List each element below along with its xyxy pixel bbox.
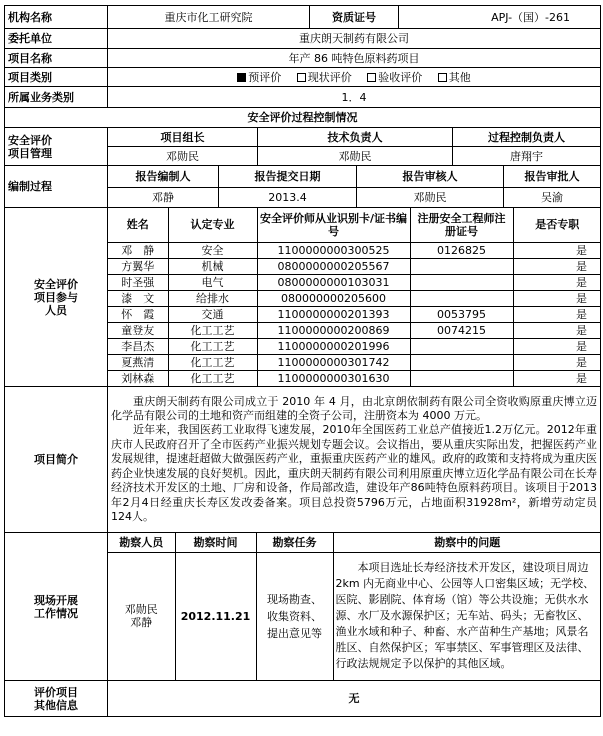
submit-date-header: 报告提交日期 (219, 166, 357, 188)
member-fulltime: 是 (513, 274, 601, 290)
approver-value: 吴渝 (504, 188, 601, 208)
member-fulltime: 是 (513, 306, 601, 322)
table-row (108, 354, 601, 370)
member-fulltime: 是 (513, 322, 601, 338)
col-header-reg: 注册安全工程师注册证号 (410, 208, 513, 242)
member-name: 时圣强 (108, 274, 168, 290)
member-card: 1100000000201393 (257, 306, 410, 322)
member-major: 交通 (168, 306, 257, 322)
member-reg: 0126825 (410, 242, 513, 258)
table-row (108, 274, 601, 290)
table-row (108, 258, 601, 274)
members-cell (108, 208, 601, 387)
survey-problem: 本项目选址长寿经济技术开发区，建设项目周边 2km 内无商业中心、公园等人口密集区域；无学校、医院、影剧院、体育场（馆）等公共设施；无供水水源、水厂及水源保护区；无车站、码头；无畜牧区、渔业水域和种子、种畜、水产苗种生产基地；风景名胜区、自然保护区；军事禁区、军事管理区及法律、行政法规规定予以保护的其他区域。 (333, 552, 601, 680)
member-reg (410, 338, 513, 354)
tech-lead-header: 技术负责人 (258, 128, 453, 147)
other-info-label: 评价项目 其他信息 (5, 681, 108, 717)
survey-staff: 邓勋民 邓静 (108, 552, 175, 680)
survey-task: 现场勘查、 收集资料、 提出意见等 (256, 552, 333, 680)
process-lead-header: 过程控制负责人 (453, 128, 601, 147)
col-header-task: 勘察任务 (256, 533, 333, 552)
member-name: 刘林森 (108, 370, 168, 386)
member-fulltime: 是 (513, 242, 601, 258)
col-header-problem: 勘察中的问题 (333, 533, 601, 552)
member-fulltime: 是 (513, 258, 601, 274)
member-name: 邓 静 (108, 242, 168, 258)
member-card: 080000000205600 (257, 290, 410, 306)
org-name-label: 机构名称 (5, 6, 108, 29)
member-fulltime: 是 (513, 290, 601, 306)
member-reg (410, 290, 513, 306)
table-row (108, 242, 601, 258)
process-lead-value: 唐翔宇 (453, 147, 601, 166)
col-header-date: 勘察时间 (175, 533, 256, 552)
survey-label: 现场开展 工作情况 (5, 533, 108, 681)
member-name: 李昌杰 (108, 338, 168, 354)
member-major: 化工工艺 (168, 370, 257, 386)
member-major: 机械 (168, 258, 257, 274)
col-header-fulltime: 是否专职 (513, 208, 601, 242)
members-table (108, 208, 601, 386)
table-row (108, 290, 601, 306)
org-name-value: 重庆市化工研究院 (108, 6, 310, 29)
industry-label: 所属业务类别 (5, 87, 108, 108)
member-card: 0800000000205567 (257, 258, 410, 274)
member-reg (410, 258, 513, 274)
table-row (108, 322, 601, 338)
reviewer-value: 邓勋民 (357, 188, 504, 208)
project-name-value: 年产 86 吨特色原料药项目 (108, 49, 601, 68)
approver-header: 报告审批人 (504, 166, 601, 188)
compiler-header: 报告编制人 (108, 166, 219, 188)
checkbox-icon (438, 73, 447, 82)
member-name: 童登友 (108, 322, 168, 338)
type-option-pre[interactable]: 预评价 (237, 71, 281, 84)
submit-date-value: 2013.4 (219, 188, 357, 208)
member-major: 电气 (168, 274, 257, 290)
member-reg (410, 274, 513, 290)
member-fulltime: 是 (513, 370, 601, 386)
evaluation-info-table (4, 5, 601, 717)
compiler-value: 邓静 (108, 188, 219, 208)
col-header-name: 姓名 (108, 208, 168, 242)
member-card: 1100000000200869 (257, 322, 410, 338)
member-major: 化工工艺 (168, 338, 257, 354)
member-reg (410, 370, 513, 386)
member-name: 方翼华 (108, 258, 168, 274)
checkbox-icon (297, 73, 306, 82)
intro-paragraph: 重庆朗天制药有限公司成立于 2010 年 4 月，由北京朗依制药有限公司全资收购原重庆博立迈化学品有限公司的土地和资产而组建的全资子公司，注册资本为 4000 万元。 (111, 394, 598, 423)
management-label: 安全评价 项目管理 (5, 128, 108, 166)
project-type-label: 项目类别 (5, 68, 108, 87)
member-major: 化工工艺 (168, 322, 257, 338)
table-row (108, 338, 601, 354)
member-reg (410, 354, 513, 370)
section-title: 安全评价过程控制情况 (5, 108, 601, 128)
team-leader-value: 邓勋民 (108, 147, 258, 166)
member-major: 给排水 (168, 290, 257, 306)
member-card: 1100000000300525 (257, 242, 410, 258)
project-type-options (108, 68, 601, 87)
col-header-card: 安全评价师从业识别卡/证书编号 (257, 208, 410, 242)
cert-label: 资质证号 (310, 6, 399, 29)
tech-lead-value: 邓勋民 (258, 147, 453, 166)
cert-value: APJ-（国）-261 (399, 6, 601, 29)
type-option-current[interactable]: 现状评价 (297, 71, 352, 84)
other-info-value: 无 (108, 681, 601, 717)
survey-cell (108, 533, 601, 681)
client-label: 委托单位 (5, 29, 108, 49)
survey-date: 2012.11.21 (175, 552, 256, 680)
type-option-other[interactable]: 其他 (438, 71, 471, 84)
table-row (108, 306, 601, 322)
member-name: 夏燕清 (108, 354, 168, 370)
compile-label: 编制过程 (5, 166, 108, 208)
checkbox-icon (237, 73, 246, 82)
member-major: 化工工艺 (168, 354, 257, 370)
member-fulltime: 是 (513, 354, 601, 370)
table-row (108, 370, 601, 386)
member-card: 1100000000201996 (257, 338, 410, 354)
member-reg: 0074215 (410, 322, 513, 338)
client-value: 重庆朗天制药有限公司 (108, 29, 601, 49)
member-reg: 0053795 (410, 306, 513, 322)
col-header-staff: 勘察人员 (108, 533, 175, 552)
reviewer-header: 报告审核人 (357, 166, 504, 188)
type-option-acceptance[interactable]: 验收评价 (367, 71, 422, 84)
checkbox-icon (367, 73, 376, 82)
member-card: 1100000000301742 (257, 354, 410, 370)
survey-table (108, 533, 601, 680)
member-major: 安全 (168, 242, 257, 258)
project-name-label: 项目名称 (5, 49, 108, 68)
intro-paragraph: 近年来，我国医药工业取得飞速发展，2010年全国医药工业总产值接近1.2万亿元。2012年重庆市人民政府召开了全市医药产业振兴规划专题会议。会议指出，要从重庆实际出发，把握医药产业发展规律，提速赶超做大做强医药产业，重振重庆医药产业的雄风。政府的政策和支持将成为重庆医药企业快速发展的良好契机。因此，重庆朗天制药有限公司利用原重庆博立迈化学品有限公司在长寿经济技术开发区的土地、厂房和设备，作局部改造，建设年产86吨特色原料药项目。该项目于2013年2月4日经重庆长寿区发改委备案。项目总投资5796万元，占地面积31928m²，新增劳动定员124人。 (111, 423, 598, 523)
industry-value: 1．4 (108, 87, 601, 108)
member-name: 漆 文 (108, 290, 168, 306)
member-card: 1100000000301630 (257, 370, 410, 386)
team-leader-header: 项目组长 (108, 128, 258, 147)
member-fulltime: 是 (513, 338, 601, 354)
members-label: 安全评价 项目参与 人员 (5, 208, 108, 387)
intro-text (108, 387, 601, 533)
col-header-major: 认定专业 (168, 208, 257, 242)
member-card: 0800000000103031 (257, 274, 410, 290)
member-name: 怀 霞 (108, 306, 168, 322)
intro-label: 项目简介 (5, 387, 108, 533)
